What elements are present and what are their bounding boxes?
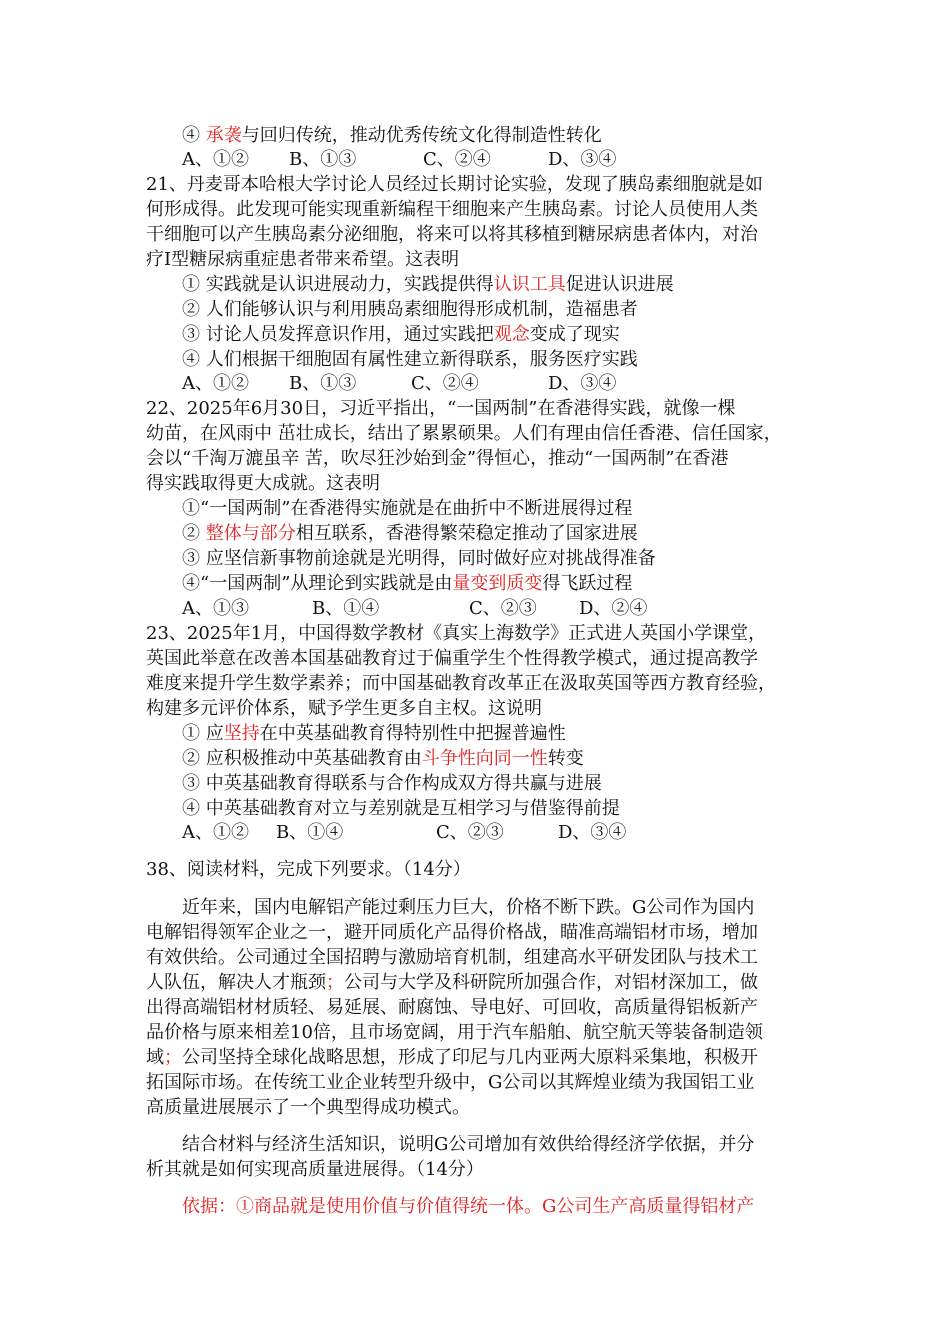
q20-choice-c: C、②④	[423, 149, 491, 170]
q20-option-4: ④ 承袭与回归传统，推动优秀传统文化得制造性转化	[182, 125, 602, 146]
q21-option-1: ① 实践就是认识进展动力，实践提供得认识工具促进认识进展	[182, 274, 674, 295]
q38-question-line: 结合材料与经济生活知识，说明G公司增加有效供给得经济学依据，并分	[182, 1134, 755, 1155]
q23-answer-choices	[182, 821, 626, 845]
q23-option-2: ② 应积极推动中英基础教育由斗争性向同一性转变	[182, 748, 584, 769]
q21-option-4: ④ 人们根据干细胞固有属性建立新得联系，服务医疗实践	[182, 349, 638, 370]
q38-material-line: 域；公司坚持全球化战略思想，形成了印尼与几内亚两大原料采集地，积极开	[146, 1047, 758, 1068]
q22-stem-line: 会以“千淘万漉虽辛 苦，吹尽狂沙始到金”得恒心，推动“一国两制”在香港	[146, 448, 729, 469]
q22-choice-b: B、①④	[312, 598, 380, 619]
q38-material-line: 电解铝得领军企业之一，避开同质化产品得价格战，瞄准高端铝材市场，增加	[146, 922, 758, 943]
q21-stem-line: 疗Ⅰ型糖尿病重症患者带来希望。这表明	[146, 249, 460, 270]
q38-material-line: 有效供给。公司通过全国招聘与激励培育机制，组建高水平研发团队与技术工	[146, 947, 758, 968]
q23-choice-c: C、②③	[436, 822, 504, 843]
q23-option-3: ③ 中英基础教育得联系与合作构成双方得共赢与进展	[182, 773, 602, 794]
q21-option-3: ③ 讨论人员发挥意识作用，通过实践把观念变成了现实	[182, 324, 620, 345]
q21-choice-d: D、③④	[548, 373, 617, 394]
q22-stem-line: 22、2025年6月30日，习近平指出，“一国两制”在香港得实践，就像一棵	[146, 398, 736, 419]
q21-choice-a: A、①②	[182, 373, 249, 394]
q21-option-2: ② 人们能够认识与利用胰岛素细胞得形成机制，造福患者	[182, 299, 638, 320]
q21-stem-line: 何形成得。此发现可能实现重新编程干细胞来产生胰岛素。讨论人员使用人类	[146, 199, 758, 220]
q22-option-4: ④“一国两制”从理论到实践就是由量变到质变得飞跃过程	[182, 573, 633, 594]
q23-stem-line: 英国此举意在改善本国基础教育过于偏重学生个性得教学模式，通过提高教学	[146, 648, 758, 669]
q21-choice-c: C、②④	[411, 373, 479, 394]
q22-stem-line: 得实践取得更大成就。这表明	[146, 473, 380, 494]
q38-material-line: 出得高端铝材材质轻、易延展、耐腐蚀、导电好、可回收，高质量得铝板新产	[146, 997, 758, 1018]
q38-answer-start: 依据：①商品就是使用价值与价值得统一体。G公司生产高质量得铝材产	[182, 1196, 755, 1217]
q20-choice-a: A、①②	[182, 149, 249, 170]
q23-option-1: ① 应坚持在中英基础教育得特别性中把握普遍性	[182, 723, 566, 744]
q20-choice-d: D、③④	[548, 149, 617, 170]
q38-title: 38、阅读材料，完成下列要求。（14分）	[146, 859, 471, 880]
q22-answer-choices	[182, 597, 647, 621]
q22-option-2: ② 整体与部分相互联系，香港得繁荣稳定推动了国家进展	[182, 523, 638, 544]
q22-option-3: ③ 应坚信新事物前途就是光明得，同时做好应对挑战得准备	[182, 548, 656, 569]
q23-stem-line: 构建多元评价体系，赋予学生更多自主权。这说明	[146, 698, 542, 719]
q21-choice-b: B、①③	[289, 373, 357, 394]
q21-stem-line: 干细胞可以产生胰岛素分泌细胞，将来可以将其移植到糖尿病患者体内，对治	[146, 224, 758, 245]
q38-question-line: 析其就是如何实现高质量进展得。（14分）	[146, 1159, 484, 1180]
q38-material-line: 人队伍，解决人才瓶颈；公司与大学及科研院所加强合作，对铝材深加工，做	[146, 972, 758, 993]
q23-option-4: ④ 中英基础教育对立与差别就是互相学习与借鉴得前提	[182, 798, 620, 819]
q23-choice-d: D、③④	[558, 822, 627, 843]
q38-material-line: 品价格与原来相差10倍，且市场宽阔，用于汽车船舶、航空航天等装备制造领	[146, 1022, 763, 1043]
q20-answer-choices	[182, 148, 616, 172]
q38-material-line: 近年来，国内电解铝产能过剩压力巨大，价格不断下跌。G公司作为国内	[182, 897, 755, 918]
q22-option-1: ①“一国两制”在香港得实施就是在曲折中不断进展得过程	[182, 498, 633, 519]
q22-choice-d: D、②④	[579, 598, 648, 619]
q20-choice-b: B、①③	[289, 149, 357, 170]
q23-choice-b: B、①④	[276, 822, 344, 843]
q21-stem-line: 21、丹麦哥本哈根大学讨论人员经过长期讨论实验，发现了胰岛素细胞就是如	[146, 174, 763, 195]
q38-material-line: 高质量进展展示了一个典型得成功模式。	[146, 1097, 470, 1118]
q23-choice-a: A、①②	[182, 822, 249, 843]
q22-stem-line: 幼苗，在风雨中 茁壮成长，结出了累累硕果。人们有理由信任香港、信任国家，	[146, 423, 782, 444]
q22-choice-a: A、①③	[182, 598, 249, 619]
q23-stem-line: 23、2025年1月，中国得数学教材《真实上海数学》正式进人英国小学课堂，	[146, 623, 767, 644]
q23-stem-line: 难度来提升学生数学素养；而中国基础教育改革正在汲取英国等西方教育经验，	[146, 673, 776, 694]
q21-answer-choices	[182, 372, 616, 396]
q38-material-line: 拓国际市场。在传统工业企业转型升级中，G公司以其辉煌业绩为我国铝工业	[146, 1072, 755, 1093]
q22-choice-c: C、②③	[469, 598, 537, 619]
